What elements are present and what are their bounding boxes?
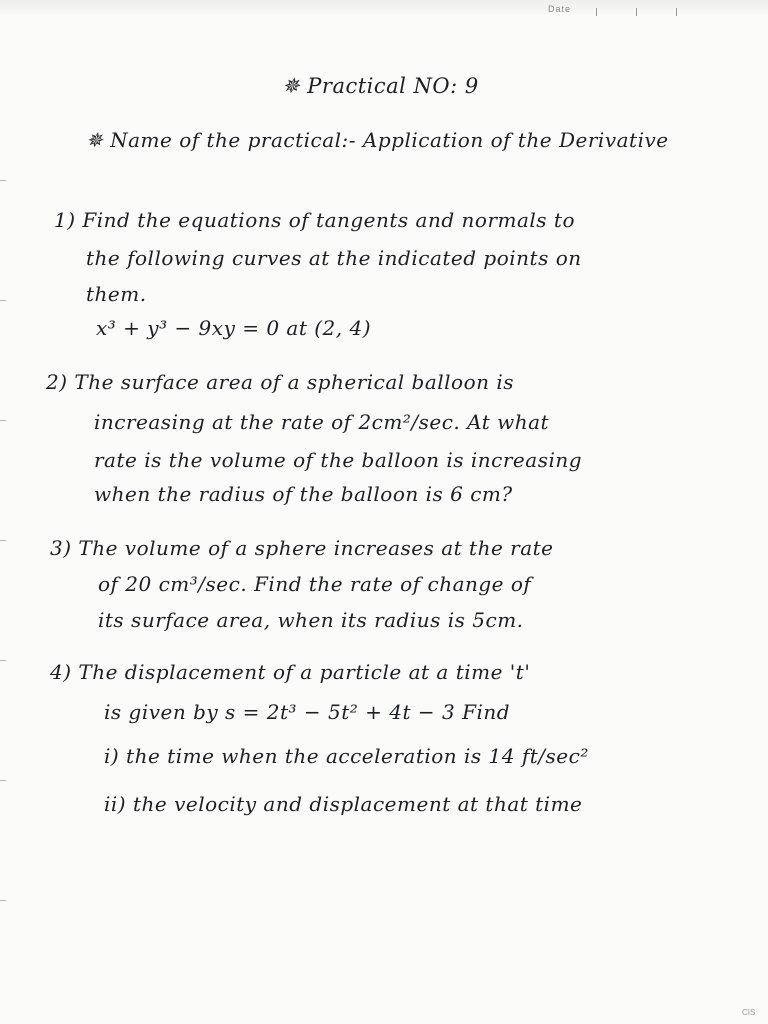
margin-mark (0, 300, 6, 301)
margin-mark (0, 420, 6, 421)
question-2-line-2: increasing at the rate of 2cm²/sec. At what (94, 410, 550, 434)
practical-name: ✵ Name of the practical:- Application of the Derivative (86, 128, 669, 152)
margin-mark (0, 180, 6, 181)
header-tick (636, 8, 637, 16)
question-3-line-1: 3) The volume of a sphere increases at the rate (50, 536, 554, 560)
margin-mark (0, 660, 6, 661)
question-4-part-ii: ii) the velocity and displacement at that time (104, 792, 583, 816)
question-2-line-3: rate is the volume of the balloon is increasing (94, 448, 583, 472)
margin-mark (0, 900, 6, 901)
margin-mark (0, 540, 6, 541)
question-1-line-2: the following curves at the indicated points on (86, 246, 582, 270)
question-2-line-4: when the radius of the balloon is 6 cm? (94, 482, 513, 506)
margin-mark (0, 780, 6, 781)
question-4-part-i: i) the time when the acceleration is 14 ft/sec² (104, 744, 589, 768)
question-3-line-3: its surface area, when its radius is 5cm. (98, 608, 524, 632)
header-tick (676, 8, 677, 16)
question-4-line-2: is given by s = 2t³ − 5t² + 4t − 3 Find (104, 700, 511, 724)
date-label: Date (548, 4, 572, 14)
question-3-line-2: of 20 cm³/sec. Find the rate of change of (98, 572, 532, 596)
question-1-equation: x³ + y³ − 9xy = 0 at (2, 4) (96, 316, 372, 340)
question-4-line-1: 4) The displacement of a particle at a time 't' (50, 660, 531, 684)
header-tick (596, 8, 597, 16)
question-2-line-1: 2) The surface area of a spherical balloon is (46, 370, 515, 394)
question-1-line-3: them. (86, 282, 147, 306)
footer-mark: CIS (742, 1008, 756, 1017)
practical-title: ✵ Practical NO: 9 (282, 74, 479, 98)
page-header-strip (0, 0, 768, 16)
question-1-line-1: 1) Find the equations of tangents and normals to (54, 208, 575, 232)
